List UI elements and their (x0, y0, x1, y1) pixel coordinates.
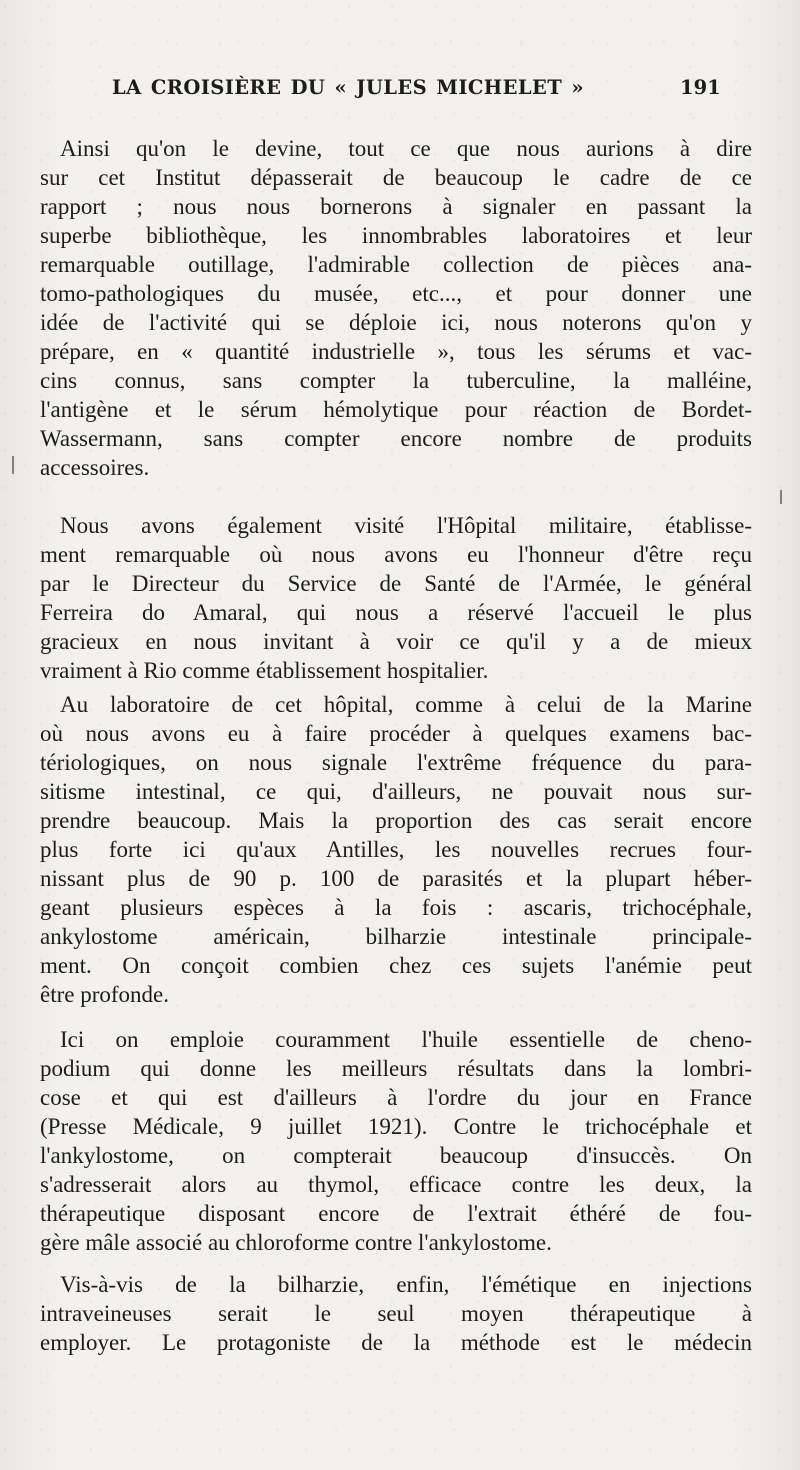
text-line: remarquable outillage, l'admirable collection de pièces ana- (40, 252, 752, 277)
text-line: plus forte ici qu'aux Antilles, les nouvelles recrues four- (40, 837, 752, 862)
text-line: nissant plus de 90 p. 100 de parasités et la plupart héber- (40, 866, 752, 891)
paragraph-4 (40, 1025, 752, 1257)
text-line: (Presse Médicale, 9 juillet 1921). Contre le trichocéphale et (40, 1114, 752, 1139)
text-line: sur cet Institut dépasserait de beaucoup le cadre de ce (40, 165, 752, 190)
text-line: intraveineuses serait le seul moyen thérapeutique à (40, 1301, 752, 1326)
text-line: ment. On conçoit combien chez ces sujets l'anémie peut (40, 953, 752, 978)
text-line: thérapeutique disposant encore de l'extrait éthéré de fou- (40, 1201, 752, 1226)
text-line: rapport ; nous nous bornerons à signaler en passant la (40, 194, 752, 219)
paragraph-2 (40, 511, 752, 685)
text-line: être profonde. (40, 982, 169, 1007)
paragraph-3 (40, 690, 752, 1009)
text-line: ankylostome américain, bilharzie intestinale principale- (40, 924, 752, 949)
text-line: par le Directeur du Service de Santé de l'Armée, le général (40, 571, 752, 596)
text-line: l'ankylostome, on compterait beaucoup d'insuccès. On (40, 1143, 752, 1168)
text-line: accessoires. (40, 455, 150, 480)
text-line: podium qui donne les meilleurs résultats dans la lombri- (40, 1056, 752, 1081)
text-line: Ainsi qu'on le devine, tout ce que nous aurions à dire (60, 136, 752, 161)
text-line: gracieux en nous invitant à voir ce qu'il y a de mieux (40, 629, 752, 654)
running-title: LA CROISIÈRE DU « JULES MICHELET » (112, 76, 584, 99)
text-line: sitisme intestinal, ce qui, d'ailleurs, ne pouvait nous sur- (40, 779, 752, 804)
text-line: prendre beaucoup. Mais la proportion des cas serait encore (40, 808, 752, 833)
paragraph-1 (40, 134, 752, 482)
text-line: où nous avons eu à faire procéder à quelques examens bac- (40, 721, 752, 746)
text-line: Au laboratoire de cet hôpital, comme à celui de la Marine (60, 692, 752, 717)
page-header (0, 70, 800, 110)
right-edge-mark (780, 490, 782, 504)
paragraph-5 (40, 1270, 752, 1357)
text-line: employer. Le protagoniste de la méthode est le médecin (40, 1330, 752, 1355)
text-line: s'adresserait alors au thymol, efficace contre les deux, la (40, 1172, 752, 1197)
text-line: Vis-à-vis de la bilharzie, enfin, l'émétique en injections (60, 1272, 752, 1297)
text-line: prépare, en « quantité industrielle », tous les sérums et vac- (40, 339, 752, 364)
left-edge-mark (12, 456, 14, 474)
text-line: superbe bibliothèque, les innombrables laboratoires et leur (40, 223, 752, 248)
text-line: tériologiques, on nous signale l'extrême fréquence du para- (40, 750, 752, 775)
text-line: l'antigène et le sérum hémolytique pour réaction de Bordet- (40, 397, 752, 422)
text-line: cose et qui est d'ailleurs à l'ordre du jour en France (40, 1085, 752, 1110)
text-line: ment remarquable où nous avons eu l'honneur d'être reçu (40, 542, 752, 567)
text-line: idée de l'activité qui se déploie ici, nous noterons qu'on y (40, 310, 752, 335)
text-line: tomo-pathologiques du musée, etc..., et pour donner une (40, 281, 752, 306)
text-line: Nous avons également visité l'Hôpital militaire, établisse- (60, 513, 752, 538)
text-line: Ferreira do Amaral, qui nous a réservé l'accueil le plus (40, 600, 752, 625)
text-line: gère mâle associé au chloroforme contre l'ankylostome. (40, 1230, 552, 1255)
text-line: vraiment à Rio comme établissement hospitalier. (40, 658, 489, 683)
page-number: 191 (680, 76, 721, 99)
text-line: Ici on emploie couramment l'huile essentielle de cheno- (60, 1027, 752, 1052)
text-line: Wassermann, sans compter encore nombre de produits (40, 426, 752, 451)
text-line: geant plusieurs espèces à la fois : ascaris, trichocéphale, (40, 895, 752, 920)
text-line: cins connus, sans compter la tuberculine, la malléine, (40, 368, 752, 393)
